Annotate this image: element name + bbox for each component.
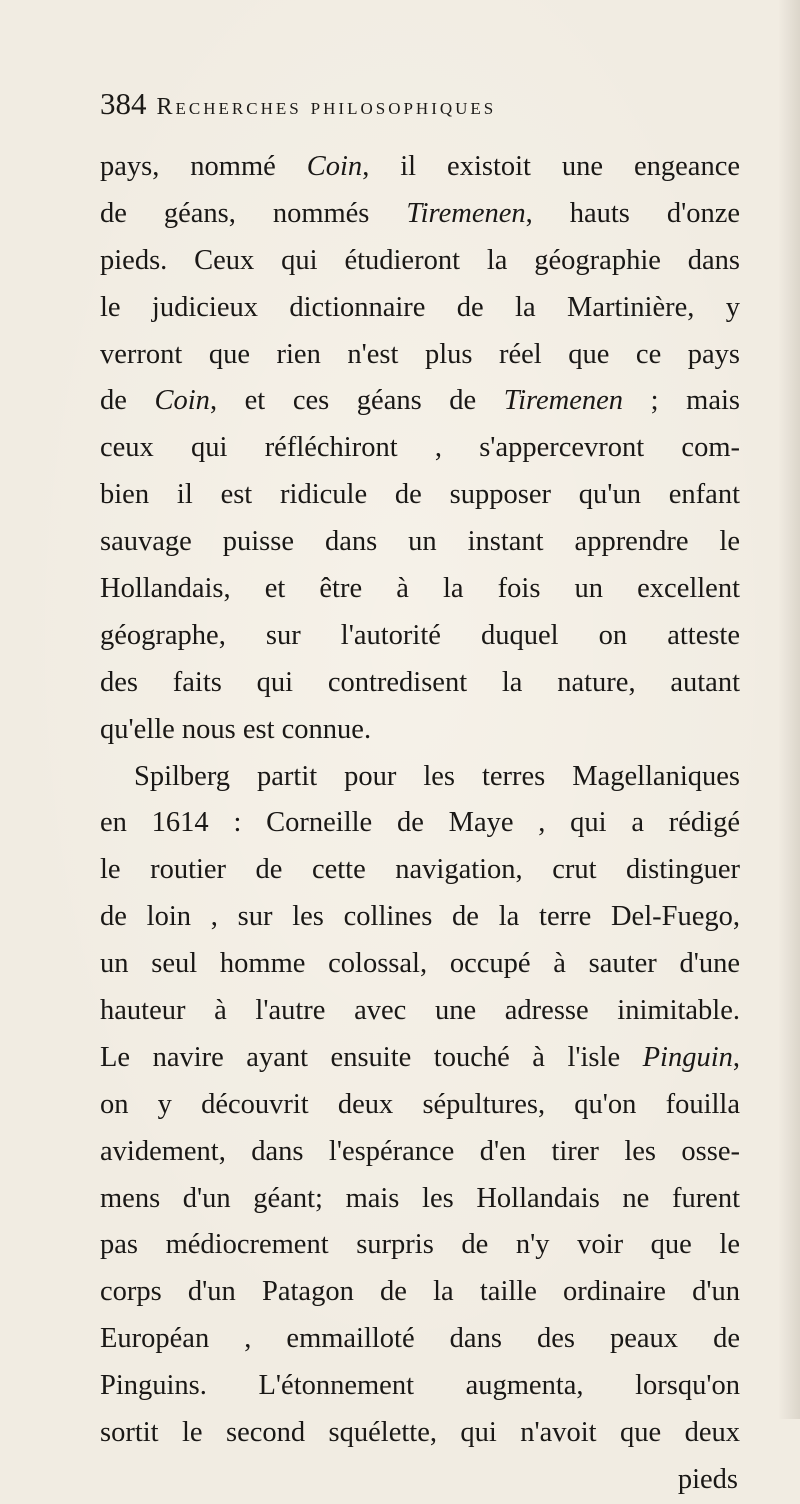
text-line (100, 378, 740, 425)
text-segment: Européan , emmailloté dans des peaux de (100, 1323, 740, 1355)
text-line (100, 144, 740, 191)
text-line (100, 1035, 740, 1082)
text-line (100, 1222, 740, 1269)
text-segment: le judicieux dictionnaire de la Martinière, y (100, 291, 740, 323)
text-line (100, 519, 740, 566)
italic-term: Pinguin (642, 1041, 733, 1073)
text-line (100, 800, 740, 847)
italic-term: Tiremenen (406, 197, 526, 229)
text-segment: le routier de cette navigation, crut distinguer (100, 854, 740, 886)
text-segment: Pinguins. L'étonnement augmenta, lorsqu'on (100, 1370, 740, 1402)
text-segment: verront que rien n'est plus réel que ce pays (100, 338, 740, 370)
text-line (100, 425, 740, 472)
text-line (100, 754, 740, 801)
page-edge-shadow (778, 0, 800, 1419)
text-segment: de loin , sur les collines de la terre Del-Fuego, (100, 901, 740, 933)
text-segment: des faits qui contredisent la nature, autant (100, 666, 740, 698)
text-segment: Spilberg partit pour les terres Magellaniques (134, 760, 740, 792)
italic-term: Coin (154, 385, 210, 417)
text-line (100, 1316, 740, 1363)
text-segment: sauvage puisse dans un instant apprendre le (100, 526, 740, 558)
text-line (100, 1363, 740, 1410)
text-line (100, 332, 740, 379)
text-segment: , et ces géans de (209, 385, 504, 417)
text-segment: en 1614 : Corneille de Maye , qui a rédigé (100, 807, 740, 839)
text-segment: , (732, 1041, 740, 1073)
text-segment: ceux qui réfléchiront , s'appercevront com- (100, 432, 740, 464)
running-title: Recherches philosophiques (156, 94, 497, 120)
text-line (100, 707, 740, 754)
catchword: pieds (677, 1463, 738, 1495)
text-line (100, 566, 740, 613)
text-segment: sortit le second squélette, qui n'avoit que deux (100, 1417, 740, 1449)
text-segment: pays, nommé (100, 151, 307, 182)
text-segment: , hauts d'onze (525, 197, 740, 229)
text-line (100, 941, 740, 988)
text-segment: avidement, dans l'espérance d'en tirer les osse- (100, 1135, 740, 1167)
text-line (100, 847, 740, 894)
page-number: 384 (100, 86, 147, 121)
body-text (100, 144, 740, 1504)
text-segment: corps d'un Patagon de la taille ordinaire d'un (100, 1276, 740, 1308)
italic-term: Coin (306, 151, 363, 182)
text-line (100, 613, 740, 660)
italic-term: Tiremenen (503, 385, 624, 417)
text-segment: de géans, nommés (100, 197, 407, 229)
text-line (100, 238, 740, 285)
text-line (100, 472, 740, 519)
text-line (100, 1410, 740, 1457)
text-line (100, 894, 740, 941)
text-line (100, 1082, 740, 1129)
text-segment: géographe, sur l'autorité duquel on atteste (100, 619, 740, 651)
running-header (100, 86, 700, 126)
text-segment: de (100, 385, 155, 417)
text-segment: ; mais (623, 385, 740, 417)
text-segment: Le navire ayant ensuite touché à l'isle (100, 1041, 643, 1073)
text-segment: on y découvrit deux sépultures, qu'on fouilla (100, 1088, 740, 1120)
text-segment: Hollandais, et être à la fois un excellent (100, 573, 740, 605)
text-segment: pieds. Ceux qui étudieront la géographie dans (100, 244, 740, 276)
text-line (100, 191, 740, 238)
text-line (100, 285, 740, 332)
text-segment: qu'elle nous est connue. (100, 713, 372, 745)
text-line (100, 1129, 740, 1176)
text-segment: bien il est ridicule de supposer qu'un enfant (100, 479, 740, 511)
text-segment: mens d'un géant; mais les Hollandais ne furent (100, 1182, 740, 1214)
text-segment: un seul homme colossal, occupé à sauter d'une (100, 948, 740, 980)
text-line (100, 660, 740, 707)
text-line (100, 1269, 740, 1316)
text-segment: , il existoit une engeance (362, 151, 740, 182)
text-line (100, 1176, 740, 1223)
text-segment: pas médiocrement surpris de n'y voir que le (100, 1229, 740, 1261)
text-line (100, 988, 740, 1035)
text-segment: hauteur à l'autre avec une adresse inimitable. (100, 995, 740, 1027)
